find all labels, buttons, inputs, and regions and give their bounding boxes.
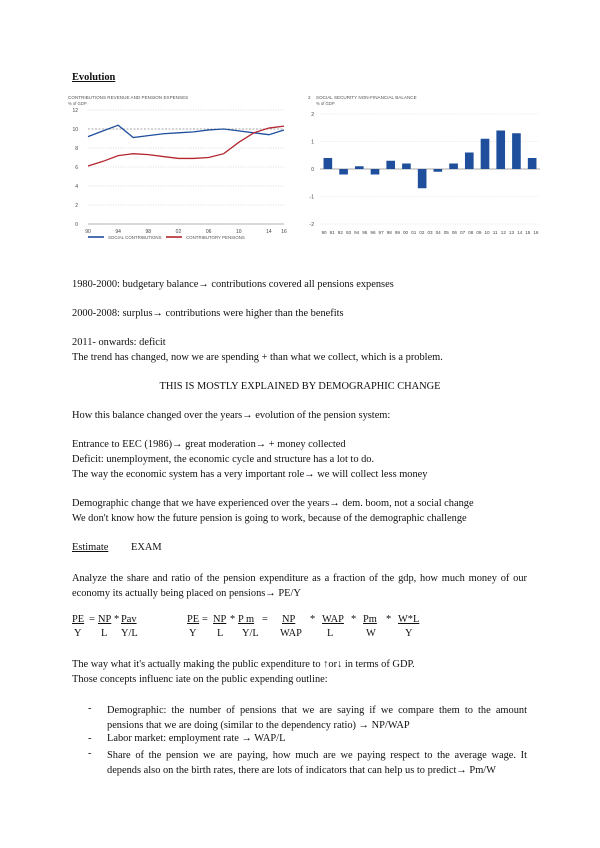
text-line: The way what it's actually making the public expenditure to ↑or↓ in terms of GDP. [72,659,415,670]
formula-2: PE = NP * P m = NP * WAP * Pm * W*L Y L Y/L WAP L W Y [187,614,420,639]
line-chart-svg [60,92,300,242]
text-line: Demographic change that we have experienced over the years→ dem. boom, not a social change [72,498,474,509]
y-tick-label: 0 [75,221,78,228]
y-tick-label: 4 [75,183,78,190]
x-tick-label: 08 [468,230,474,235]
bar [324,158,333,169]
bullet-item: Share of the pension we are paying, how much are we paying respect to the average wage. It depends also on the birth rates, there are lots of indicators that can help us to predict→ Pm/W [107,750,527,776]
x-tick-label: 06 [451,230,458,235]
bar [339,169,348,175]
legend-label: CONTRIBUTORY PENSIONS [186,234,245,240]
x-tick-label: 93 [345,230,352,235]
paragraph: Analyze the share and ratio of the pension expenditure as a fraction of the gdp, how much money of our economy its actually being placed on pensions→ PE/Y [72,573,527,599]
bullet-dash: - [88,703,92,714]
x-tick-label: 96 [370,230,376,235]
x-tick-label: 04 [435,230,441,235]
x-tick-label: 98 [386,230,392,235]
text-line: How this balance changed over the years→ evolution of the pension system: [72,410,391,421]
bar [386,161,395,169]
legend-label: SOCIAL CONTRIBUTIONS [108,234,162,240]
x-tick-label: 15 [525,230,531,235]
bar [528,158,537,169]
y-tick-label: 2 [311,111,314,118]
series-line [88,125,284,137]
formula-1: PE = NP * Pav Y L Y/L [72,614,138,639]
y-tick-label: 8 [75,145,78,152]
bar [449,164,458,170]
text-line: We don't know how the future pension is going to work, because of the demographic challenge [72,513,467,524]
text-line: Those concepts influenc iate on the public expending outline: [72,674,328,685]
bar [402,164,411,170]
x-tick-label: 01 [411,230,417,235]
estimate-label: Estimate [72,542,109,553]
x-tick-label: 16 [281,229,287,235]
x-tick-label: 98 [145,229,152,235]
x-tick-label: 94 [115,229,121,235]
bar [434,169,443,172]
x-tick-label: 09 [476,230,482,235]
text-line: The trend has changed, now we are spending + than what we collect, which is a problem. [72,352,443,363]
chart-ylabel: % of GDP [68,101,87,106]
bar [496,131,505,170]
x-tick-label: 90 [321,230,327,235]
text-line: Entrance to EEC (1986)→ great moderation→ + money collected [72,439,346,450]
x-tick-label: 99 [394,230,400,235]
x-tick-label: 10 [235,229,242,235]
x-tick-label: 91 [329,230,335,235]
bullet-dash: - [88,733,92,744]
x-tick-label: 94 [354,230,360,235]
bullet-item: Demographic: the number of pensions that we are saying if we compare them to the amount pensions that we are doing (similar to the dependency ratio) → NP/WAP [107,705,527,731]
bar [512,133,521,169]
x-tick-label: 12 [500,230,506,235]
x-tick-label: 92 [337,230,343,235]
y-tick-label: 0 [311,166,314,173]
x-tick-label: 14 [266,229,272,235]
y-tick-label: 2 [75,202,78,209]
x-tick-label: 00 [402,230,409,235]
x-tick-label: 90 [85,229,91,235]
x-tick-label: 14 [517,230,523,235]
bar [418,169,427,188]
line-chart [60,92,300,242]
exam-label: EXAM [131,542,162,553]
x-tick-label: 97 [378,230,384,235]
bar-chart-svg [306,92,546,242]
centered-heading: THIS IS MOSTLY EXPLAINED BY DEMOGRAPHIC CHANGE [159,381,441,392]
chart-ylabel: % of GDP [316,101,335,106]
text-line: 1980-2000: budgetary balance→ contributions covered all pensions expenses [72,279,394,290]
x-tick-label: 07 [460,230,466,235]
chart-title: SOCIAL SECURITY NON-FINANCIAL BALANCE [316,95,417,100]
x-tick-label: 11 [492,230,498,235]
x-tick-label: 05 [443,230,449,235]
bar-chart [306,92,546,242]
x-tick-label: 02 [419,230,425,235]
x-tick-label: 95 [362,230,368,235]
bar [465,153,474,170]
text-line: 2011- onwards: deficit [72,337,166,348]
y-tick-label: 10 [72,126,78,133]
text-line: 2000-2008: surplus→ contributions were higher than the benefits [72,308,344,319]
x-tick-label: 02 [175,229,182,235]
bar [371,169,380,175]
chart-annotation: 2 [308,95,311,100]
text-line: The way the economic system has a very important role→ we will collect less money [72,469,428,480]
bar [481,139,490,169]
x-tick-label: 13 [508,230,515,235]
x-tick-label: 10 [484,230,490,235]
bullet-item: Labor market: employment rate → WAP/L [107,733,286,744]
y-tick-label: -2 [309,221,314,228]
x-tick-label: 06 [205,229,212,235]
x-tick-label: 16 [533,230,539,235]
bar [355,166,364,169]
x-tick-label: 03 [427,230,433,235]
bullet-dash: - [88,748,92,759]
y-tick-label: 6 [75,164,78,171]
y-tick-label: 12 [72,107,78,114]
y-tick-label: -1 [309,194,314,201]
chart-title: CONTRIBUTIONS REVENUE AND PENSION EXPENSES [68,95,189,100]
section-heading: Evolution [72,72,116,83]
text-line: Deficit: unemployment, the economic cycle and structure has a lot to do. [72,454,375,465]
y-tick-label: 1 [311,139,314,146]
